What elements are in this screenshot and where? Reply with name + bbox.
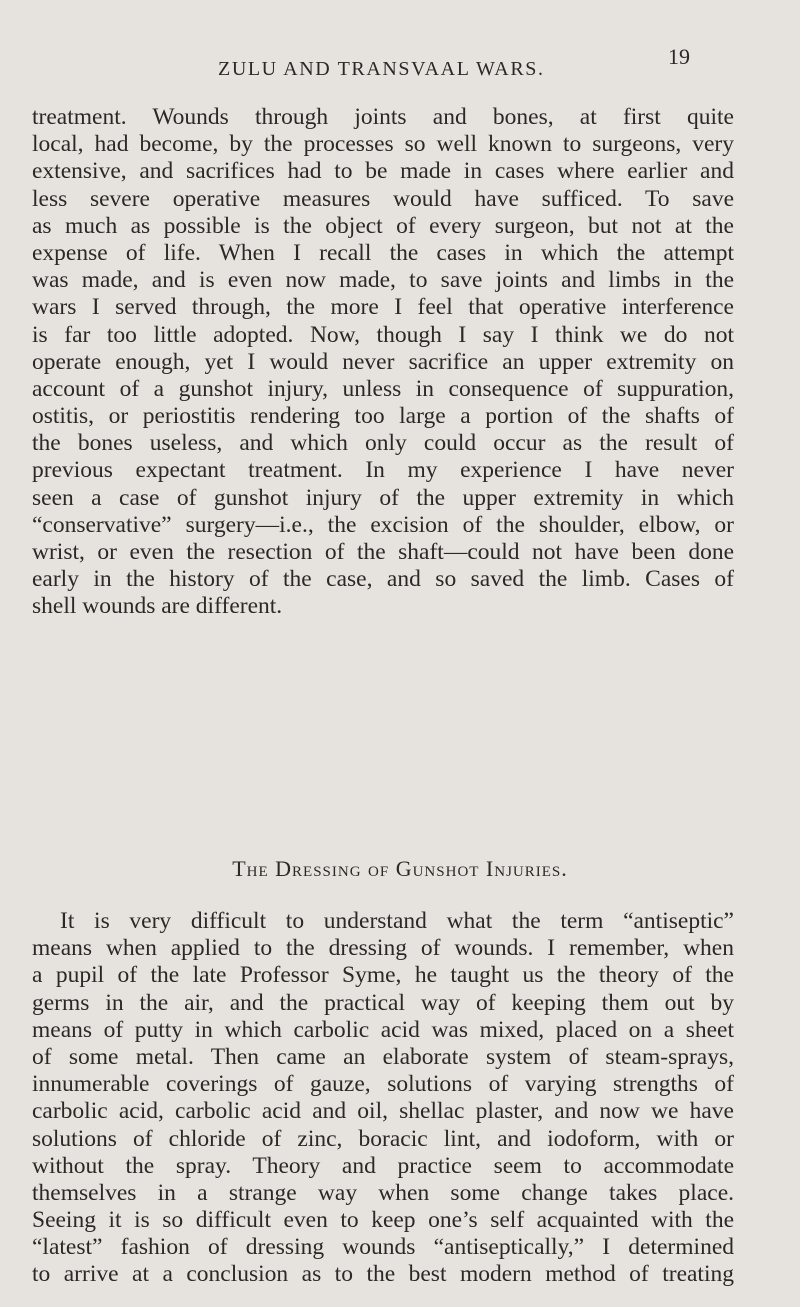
text-line: previous expectant treatment. In my experience I have never xyxy=(32,457,734,484)
text-line: was made, and is even now made, to save joints and limbs in the xyxy=(32,267,734,294)
text-line: shell wounds are different. xyxy=(32,593,283,620)
text-line: is far too little adopted. Now, though I say I think we do not xyxy=(32,321,734,348)
paragraph-antiseptic-dressing xyxy=(32,908,734,1289)
text-line: of some metal. Then came an elaborate system of steam-sprays, xyxy=(32,1043,734,1070)
text-line: solutions of chloride of zinc, boracic lint, and iodoform, with or xyxy=(32,1125,734,1152)
text-line: “conservative” surgery—i.e., the excision of the shoulder, elbow, or xyxy=(32,511,734,538)
text-line: “latest” fashion of dressing wounds “antiseptically,” I determined xyxy=(32,1234,734,1261)
text-line: extensive, and sacrifices had to be made in cases where earlier and xyxy=(32,158,734,185)
text-line: local, had become, by the processes so well known to surgeons, very xyxy=(32,131,734,158)
running-head xyxy=(0,44,800,84)
running-title: ZULU AND TRANSVAAL WARS. xyxy=(218,58,545,80)
text-line: as much as possible is the object of every surgeon, but not at the xyxy=(32,212,734,239)
text-line: Seeing it is so difficult even to keep one’s self acquainted with the xyxy=(32,1207,734,1234)
text-line: treatment. Wounds through joints and bones, at first quite xyxy=(32,104,734,130)
text-line: account of a gunshot injury, unless in consequence of suppuration, xyxy=(32,375,734,402)
text-line: without the spray. Theory and practice seem to accommodate xyxy=(32,1152,734,1179)
text-line: carbolic acid, carbolic acid and oil, shellac plaster, and now we have xyxy=(32,1098,734,1125)
text-line: wars I served through, the more I feel that operative interference xyxy=(32,294,734,321)
text-line: a pupil of the late Professor Syme, he taught us the theory of the xyxy=(32,962,734,989)
text-line: wrist, or even the resection of the shaft—could not have been done xyxy=(32,539,734,565)
text-line: operate enough, yet I would never sacrifice an upper extremity on xyxy=(32,348,734,375)
text-line: ostitis, or periostitis rendering too large a portion of the shafts of xyxy=(32,403,734,430)
text-line: means of putty in which carbolic acid was mixed, placed on a sheet xyxy=(32,1016,734,1043)
text-line: germs in the air, and the practical way of keeping them out by xyxy=(32,989,734,1016)
text-line: innumerable coverings of gauze, solutions of varying strengths of xyxy=(32,1071,734,1098)
text-line: early in the history of the case, and so saved the limb. Cases of xyxy=(32,566,734,593)
text-line: seen a case of gunshot injury of the upper extremity in which xyxy=(32,484,734,511)
text-line: means when applied to the dressing of wounds. I remember, when xyxy=(32,935,734,962)
page-number: 19 xyxy=(668,44,690,69)
section-heading: The Dressing of Gunshot Injuries. xyxy=(232,856,568,881)
text-line: themselves in a strange way when some change takes place. xyxy=(32,1179,734,1206)
text-line: less severe operative measures would have sufficed. To save xyxy=(32,185,734,212)
text-line: expense of life. When I recall the cases in which the attempt xyxy=(32,239,734,266)
text-line: to arrive at a conclusion as to the best modern method of treating xyxy=(32,1261,734,1288)
text-line: It is very difficult to understand what the term “antiseptic” xyxy=(60,908,734,934)
paragraph-gunshot-treatment xyxy=(32,104,734,621)
text-line: the bones useless, and which only could occur as the result of xyxy=(32,430,734,457)
